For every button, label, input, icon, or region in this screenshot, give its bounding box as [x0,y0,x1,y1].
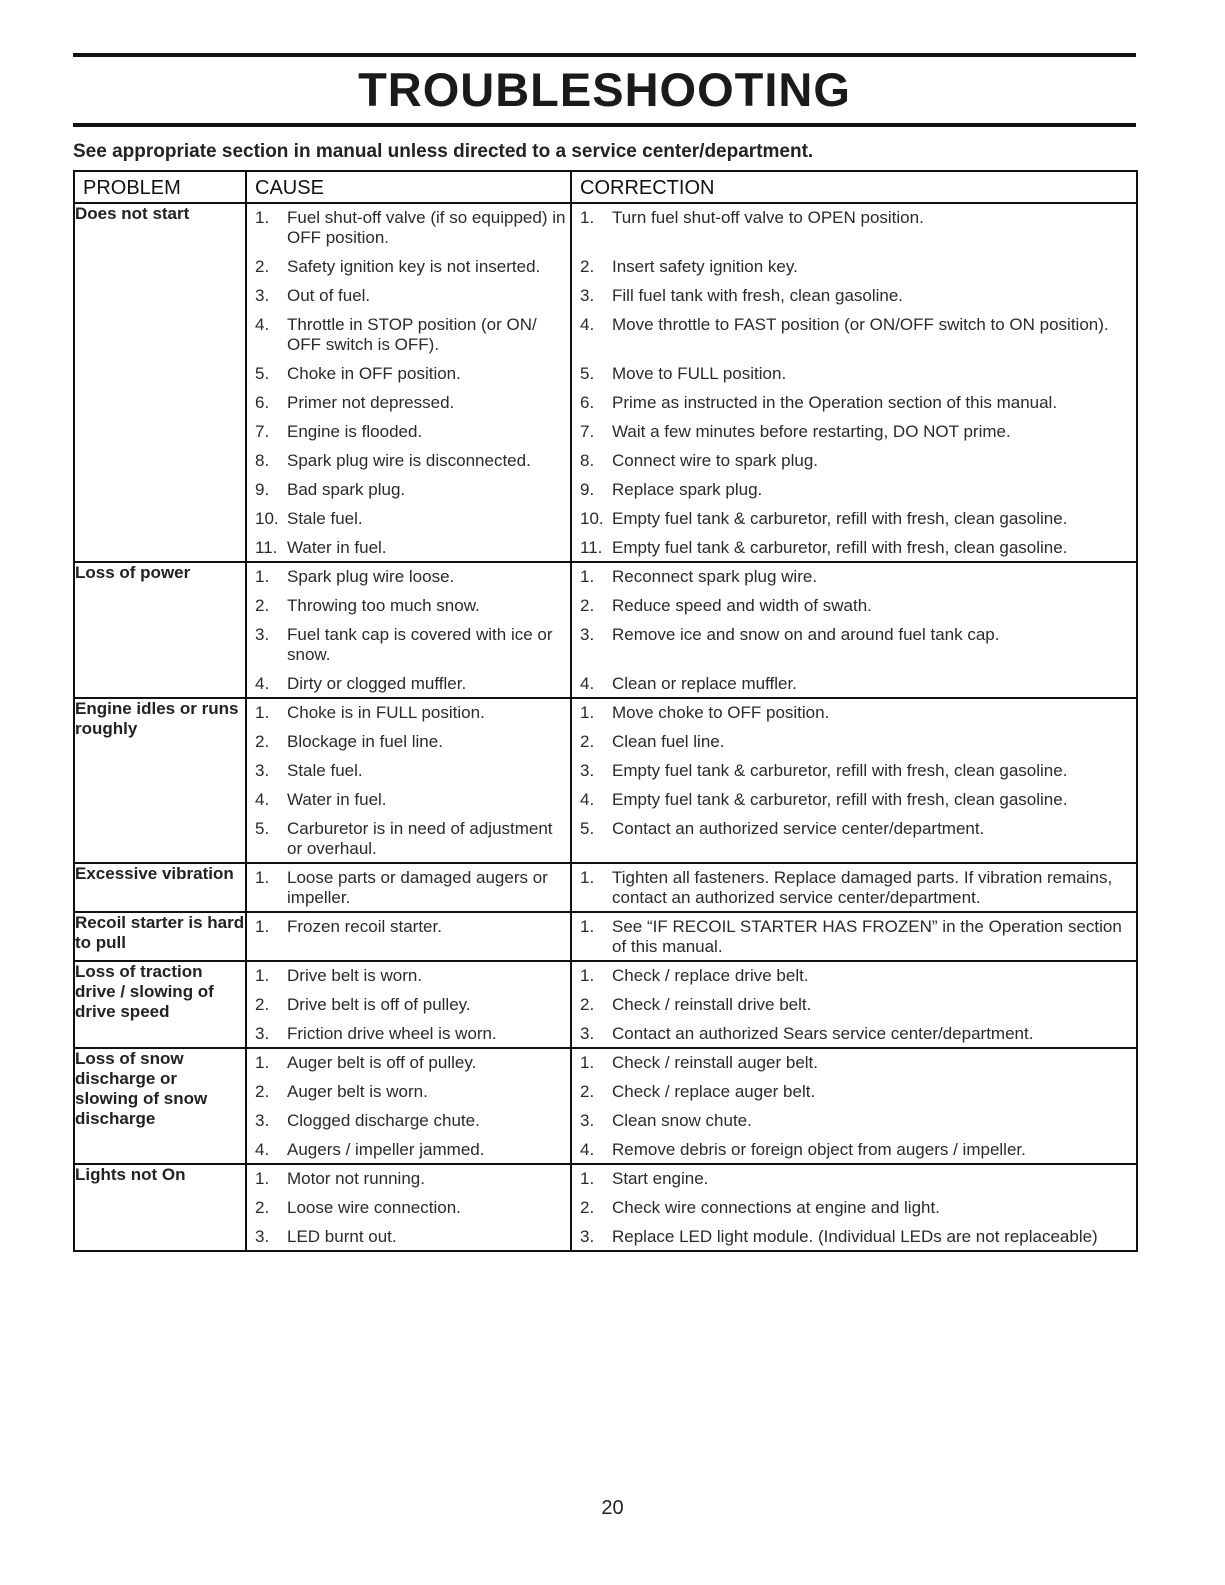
correction-item [572,674,1136,694]
correction-item [572,790,1136,810]
cause-list [247,204,570,561]
correction-text: Move choke to OFF position. [612,703,830,722]
cause-text: Frozen recoil starter. [287,917,442,936]
item-number: 2. [255,1082,270,1101]
cause-item [247,1024,570,1044]
item-number: 3. [255,1111,270,1130]
item-number: 4. [580,674,595,693]
cause-item [247,596,570,616]
item-number: 2. [580,732,595,751]
correction-list [572,913,1136,960]
header-problem: PROBLEM [74,171,246,203]
cause-list [247,1049,570,1163]
cause-item [247,1053,570,1073]
problem-cell: Loss of traction drive / slowing of drive speed [74,961,246,1048]
page-subtitle: See appropriate section in manual unless directed to a service center/department. [73,141,814,162]
item-number: 1. [580,966,595,985]
correction-list [572,1049,1136,1163]
correction-item [572,1082,1136,1102]
item-number: 1. [580,868,595,887]
item-number: 3. [255,286,270,305]
item-number: 3. [255,1227,270,1246]
cause-text: Throwing too much snow. [287,596,480,615]
correction-item [572,538,1136,558]
correction-item [572,286,1136,306]
correction-text: Check / replace auger belt. [612,1082,816,1101]
correction-item [572,1111,1136,1131]
item-number: 1. [255,567,270,586]
item-number: 5. [255,819,270,838]
problem-cell: Lights not On [74,1164,246,1251]
item-number: 5. [580,819,595,838]
item-number: 4. [255,674,270,693]
cause-item [247,1198,570,1218]
item-number: 8. [580,451,595,470]
item-number: 7. [580,422,595,441]
correction-text: Tighten all fasteners. Replace damaged parts. If vibration remains, contact an authorized service center/department. [612,868,1113,907]
cause-item [247,1140,570,1160]
correction-item [572,1024,1136,1044]
cause-item [247,480,570,500]
problem-cell: Engine idles or runs roughly [74,698,246,863]
correction-item [572,625,1136,665]
cause-cell [246,961,571,1048]
item-number: 3. [580,1024,595,1043]
correction-item [572,1198,1136,1218]
correction-text: Check / reinstall drive belt. [612,995,812,1014]
item-number: 5. [580,364,595,383]
correction-text: Start engine. [612,1169,709,1188]
item-number: 2. [580,257,595,276]
item-number: 1. [255,868,270,887]
table-row [74,698,1137,863]
cause-text: Bad spark plug. [287,480,406,499]
item-number: 3. [255,1024,270,1043]
item-number: 1. [255,703,270,722]
cause-list [247,1165,570,1250]
correction-text: Replace spark plug. [612,480,763,499]
item-number: 2. [255,1198,270,1217]
correction-cell [571,698,1137,863]
problem-cell: Loss of power [74,562,246,698]
table-header-row [74,171,1137,203]
correction-text: Remove ice and snow on and around fuel tank cap. [612,625,1000,644]
cause-item [247,422,570,442]
table-row [74,912,1137,961]
table-row [74,562,1137,698]
correction-text: Wait a few minutes before restarting, DO NOT prime. [612,422,1011,441]
item-number: 1. [580,1053,595,1072]
item-number: 2. [255,732,270,751]
correction-list [572,699,1136,862]
item-number: 8. [255,451,270,470]
cause-list [247,563,570,697]
correction-item [572,732,1136,752]
correction-item [572,509,1136,529]
cause-text: Augers / impeller jammed. [287,1140,485,1159]
cause-cell [246,912,571,961]
correction-item [572,868,1136,908]
cause-item [247,917,570,957]
top-rule [73,53,1136,57]
cause-text: Spark plug wire is disconnected. [287,451,531,470]
cause-text: Blockage in fuel line. [287,732,443,751]
cause-text: Auger belt is off of pulley. [287,1053,477,1072]
cause-cell [246,863,571,912]
correction-text: Check / reinstall auger belt. [612,1053,818,1072]
cause-list [247,699,570,862]
correction-text: Move throttle to FAST position (or ON/OFF switch to ON position). [612,315,1109,334]
cause-item [247,995,570,1015]
page-number: 20 [601,1497,624,1519]
table-row [74,1164,1137,1251]
cause-cell [246,1164,571,1251]
item-number: 1. [255,208,270,227]
item-number: 3. [580,625,595,644]
cause-item [247,674,570,694]
item-number: 2. [255,596,270,615]
table-row [74,1048,1137,1164]
correction-text: Check wire connections at engine and light. [612,1198,940,1217]
correction-list [572,563,1136,697]
item-number: 3. [580,1111,595,1130]
item-number: 2. [255,995,270,1014]
correction-text: Connect wire to spark plug. [612,451,818,470]
correction-cell [571,1164,1137,1251]
cause-text: Stale fuel. [287,761,363,780]
cause-text: Primer not depressed. [287,393,455,412]
cause-item [247,1227,570,1247]
cause-item [247,257,570,277]
cause-text: Throttle in STOP position (or ON/ OFF switch is OFF). [287,315,537,354]
correction-cell [571,961,1137,1048]
cause-item [247,790,570,810]
problem-cell: Excessive vibration [74,863,246,912]
correction-item [572,761,1136,781]
correction-item [572,1169,1136,1189]
problem-cell: Does not start [74,203,246,562]
problem-cell: Recoil starter is hard to pull [74,912,246,961]
cause-text: LED burnt out. [287,1227,397,1246]
cause-text: Motor not running. [287,1169,425,1188]
correction-list [572,962,1136,1047]
cause-text: Safety ignition key is not inserted. [287,257,541,276]
table-body [74,203,1137,1251]
item-number: 2. [580,995,595,1014]
item-number: 3. [580,761,595,780]
correction-item [572,208,1136,248]
cause-text: Drive belt is off of pulley. [287,995,471,1014]
correction-item [572,364,1136,384]
page-title: TROUBLESHOOTING [358,63,851,116]
correction-text: Empty fuel tank & carburetor, refill with fresh, clean gasoline. [612,538,1068,557]
cause-cell [246,562,571,698]
item-number: 1. [255,917,270,936]
correction-item [572,1053,1136,1073]
correction-item [572,703,1136,723]
cause-text: Choke in OFF position. [287,364,461,383]
cause-item [247,732,570,752]
correction-text: Move to FULL position. [612,364,787,383]
item-number: 1. [255,1169,270,1188]
correction-item [572,451,1136,471]
cause-text: Dirty or clogged muffler. [287,674,467,693]
correction-text: Clean fuel line. [612,732,725,751]
cause-text: Fuel tank cap is covered with ice or snow. [287,625,553,664]
cause-item [247,1082,570,1102]
correction-item [572,480,1136,500]
cause-item [247,1111,570,1131]
correction-item [572,393,1136,413]
item-number: 4. [255,315,270,334]
correction-text: Empty fuel tank & carburetor, refill with fresh, clean gasoline. [612,790,1068,809]
item-number: 9. [255,480,270,499]
correction-list [572,204,1136,561]
correction-text: Empty fuel tank & carburetor, refill with fresh, clean gasoline. [612,761,1068,780]
item-number: 1. [580,567,595,586]
cause-item [247,868,570,908]
cause-cell [246,698,571,863]
item-number: 1. [580,1169,595,1188]
correction-text: Prime as instructed in the Operation section of this manual. [612,393,1058,412]
cause-text: Friction drive wheel is worn. [287,1024,497,1043]
correction-text: Fill fuel tank with fresh, clean gasoline. [612,286,904,305]
correction-text: Remove debris or foreign object from augers / impeller. [612,1140,1026,1159]
problem-cell: Loss of snow discharge or slowing of snow discharge [74,1048,246,1164]
item-number: 7. [255,422,270,441]
cause-item [247,819,570,859]
cause-list [247,962,570,1047]
item-number: 4. [255,1140,270,1159]
cause-text: Drive belt is worn. [287,966,423,985]
item-number: 10. [580,509,604,528]
cause-item [247,567,570,587]
item-number: 2. [255,257,270,276]
correction-item [572,257,1136,277]
item-number: 10. [255,509,279,528]
cause-cell [246,203,571,562]
item-number: 3. [255,625,270,644]
header-cause: CAUSE [246,171,571,203]
cause-item [247,393,570,413]
item-number: 5. [255,364,270,383]
cause-list [247,864,570,911]
correction-cell [571,203,1137,562]
correction-cell [571,1048,1137,1164]
correction-list [572,1165,1136,1250]
item-number: 2. [580,1082,595,1101]
cause-item [247,364,570,384]
correction-item [572,596,1136,616]
title-underline [73,123,1136,127]
item-number: 6. [255,393,270,412]
correction-text: Reconnect spark plug wire. [612,567,818,586]
correction-text: Turn fuel shut-off valve to OPEN position. [612,208,924,227]
cause-text: Engine is flooded. [287,422,423,441]
item-number: 11. [255,538,278,557]
cause-text: Auger belt is worn. [287,1082,428,1101]
item-number: 6. [580,393,595,412]
correction-text: Check / replace drive belt. [612,966,809,985]
correction-cell [571,562,1137,698]
cause-item [247,538,570,558]
correction-item [572,1227,1136,1247]
cause-item [247,703,570,723]
cause-item [247,761,570,781]
cause-item [247,208,570,248]
item-number: 4. [255,790,270,809]
correction-text: Clean snow chute. [612,1111,752,1130]
cause-text: Water in fuel. [287,538,387,557]
correction-item [572,917,1136,957]
cause-text: Out of fuel. [287,286,371,305]
item-number: 1. [255,966,270,985]
correction-item [572,422,1136,442]
item-number: 2. [580,1198,595,1217]
item-number: 4. [580,1140,595,1159]
cause-text: Choke is in FULL position. [287,703,485,722]
correction-cell [571,912,1137,961]
table-row [74,961,1137,1048]
cause-text: Spark plug wire loose. [287,567,455,586]
correction-item [572,819,1136,859]
cause-text: Loose parts or damaged augers or impeller. [287,868,548,907]
correction-item [572,567,1136,587]
correction-text: Contact an authorized service center/department. [612,819,985,838]
item-number: 2. [580,596,595,615]
troubleshooting-table [73,170,1138,1252]
item-number: 3. [255,761,270,780]
cause-item [247,286,570,306]
item-number: 1. [255,1053,270,1072]
cause-item [247,451,570,471]
table-row [74,863,1137,912]
correction-item [572,995,1136,1015]
correction-list [572,864,1136,911]
item-number: 1. [580,917,595,936]
correction-item [572,1140,1136,1160]
cause-item [247,509,570,529]
item-number: 3. [580,1227,595,1246]
correction-cell [571,863,1137,912]
cause-item [247,625,570,665]
cause-cell [246,1048,571,1164]
cause-text: Fuel shut-off valve (if so equipped) in OFF position. [287,208,566,247]
item-number: 11. [580,538,603,557]
cause-item [247,966,570,986]
correction-text: Empty fuel tank & carburetor, refill with fresh, clean gasoline. [612,509,1068,528]
item-number: 9. [580,480,595,499]
correction-item [572,966,1136,986]
cause-item [247,315,570,355]
item-number: 4. [580,315,595,334]
correction-text: Reduce speed and width of swath. [612,596,872,615]
correction-text: Insert safety ignition key. [612,257,798,276]
cause-item [247,1169,570,1189]
cause-text: Carburetor is in need of adjustment or overhaul. [287,819,553,858]
header-correction: CORRECTION [571,171,1137,203]
cause-text: Clogged discharge chute. [287,1111,480,1130]
correction-item [572,315,1136,355]
cause-text: Loose wire connection. [287,1198,461,1217]
item-number: 1. [580,208,595,227]
correction-text: Contact an authorized Sears service center/department. [612,1024,1034,1043]
correction-text: See “IF RECOIL STARTER HAS FROZEN” in the Operation section of this manual. [612,917,1122,956]
item-number: 4. [580,790,595,809]
cause-text: Water in fuel. [287,790,387,809]
table-row [74,203,1137,562]
item-number: 1. [580,703,595,722]
cause-text: Stale fuel. [287,509,363,528]
correction-text: Replace LED light module. (Individual LEDs are not replaceable) [612,1227,1098,1246]
cause-list [247,913,570,960]
item-number: 3. [580,286,595,305]
correction-text: Clean or replace muffler. [612,674,797,693]
